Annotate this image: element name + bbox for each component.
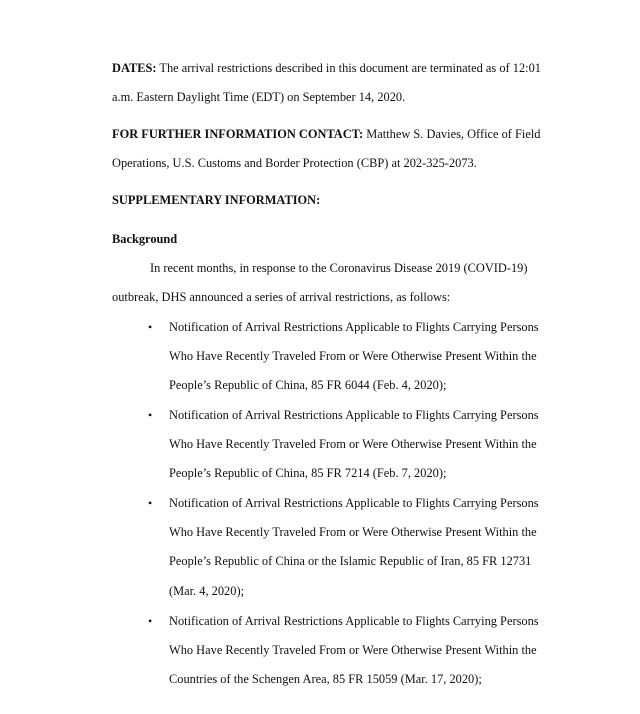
bullet-3-line-4: (Mar. 4, 2020); (169, 584, 245, 598)
contact-line-1 (112, 126, 541, 142)
dates-text-1: The arrival restrictions described in this document are terminated as of 12:01 (159, 61, 541, 75)
bullet-3-line-3: People’s Republic of China or the Islamic Republic of Iran, 85 FR 12731 (169, 554, 532, 568)
bullet-1-line-3: People’s Republic of China, 85 FR 6044 (Feb. 4, 2020); (169, 378, 447, 392)
bullet-2-line-2: Who Have Recently Traveled From or Were Otherwise Present Within the (169, 437, 537, 451)
background-text-1: In recent months, in response to the Coronavirus Disease 2019 (COVID-19) (150, 261, 528, 275)
bullet-2-line-1: Notification of Arrival Restrictions Applicable to Flights Carrying Persons (169, 408, 539, 422)
bullet-icon (148, 495, 156, 511)
bullet-icon (148, 407, 156, 423)
dates-label: DATES: (112, 61, 157, 75)
dates-text-2: a.m. Eastern Daylight Time (EDT) on September 14, 2020. (112, 90, 406, 104)
bullet-3-line-2: Who Have Recently Traveled From or Were Otherwise Present Within the (169, 525, 537, 539)
supplementary-heading: SUPPLEMENTARY INFORMATION: (112, 193, 321, 207)
contact-label: FOR FURTHER INFORMATION CONTACT: (112, 127, 364, 141)
bullet-1-line-1: Notification of Arrival Restrictions Applicable to Flights Carrying Persons (169, 320, 539, 334)
bullet-3-line-1: Notification of Arrival Restrictions Applicable to Flights Carrying Persons (169, 496, 539, 510)
bullet-2-line-3: People’s Republic of China, 85 FR 7214 (Feb. 7, 2020); (169, 466, 447, 480)
bullet-icon (148, 319, 156, 335)
bullet-4-line-2: Who Have Recently Traveled From or Were Otherwise Present Within the (169, 643, 537, 657)
dates-line-1 (112, 60, 541, 76)
contact-text-2: Operations, U.S. Customs and Border Protection (CBP) at 202-325-2073. (112, 156, 477, 170)
bullet-4-line-3: Countries of the Schengen Area, 85 FR 15059 (Mar. 17, 2020); (169, 672, 482, 686)
bullet-4-line-1: Notification of Arrival Restrictions Applicable to Flights Carrying Persons (169, 614, 539, 628)
background-heading: Background (112, 232, 178, 246)
bullet-1-line-2: Who Have Recently Traveled From or Were Otherwise Present Within the (169, 349, 537, 363)
bullet-icon (148, 613, 156, 629)
contact-text-1: Matthew S. Davies, Office of Field (366, 127, 541, 141)
background-text-2: outbreak, DHS announced a series of arrival restrictions, as follows: (112, 290, 451, 304)
